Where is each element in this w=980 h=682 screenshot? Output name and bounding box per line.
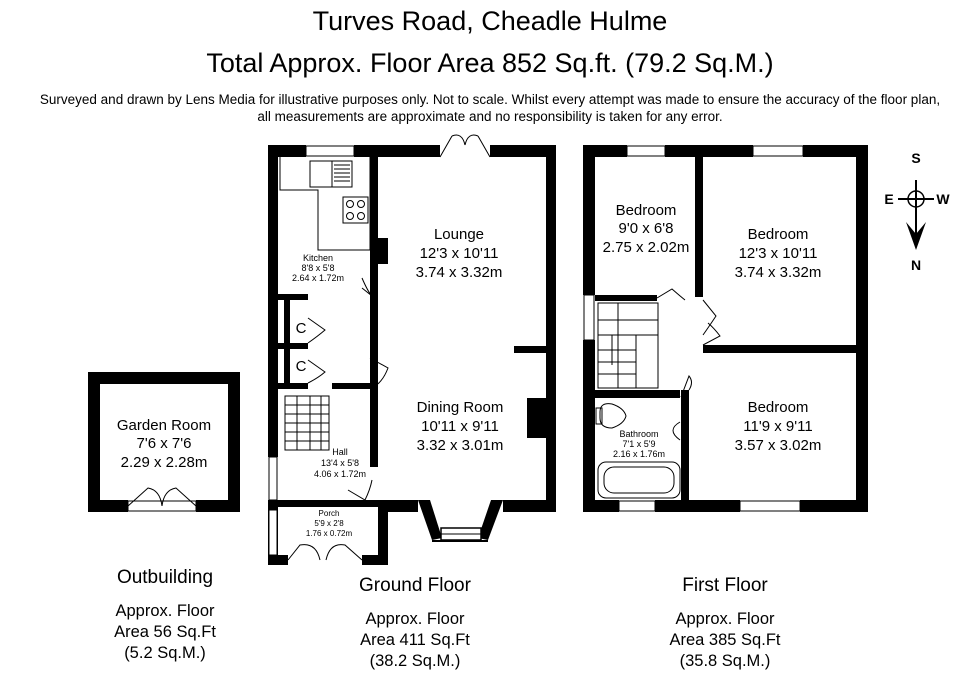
bedroom-2-name: Bedroom: [747, 226, 809, 243]
compass-e: E: [884, 191, 894, 207]
dining-room-dim-met: 3.32 x 3.01m: [416, 437, 504, 454]
first-floor-line-2: Area 385 Sq.Ft: [669, 631, 781, 649]
disclaimer-line-2: all measurements are approximate and no responsibility is taken for any error.: [257, 109, 723, 124]
bedroom-1-name: Bedroom: [615, 202, 677, 219]
first-floor-caption: [620, 575, 830, 672]
outbuilding-line-3: (5.2 Sq.M.): [124, 644, 206, 662]
page-title: Turves Road, Cheadle Hulme: [312, 6, 668, 36]
bedroom-1-dim-imp: 9'0 x 6'8: [618, 220, 674, 237]
compass-w: W: [936, 191, 950, 207]
garden-room-dim-imp: 7'6 x 7'6: [136, 435, 192, 452]
cupboard-2: C: [295, 358, 307, 375]
bathroom-name: Bathroom: [619, 429, 659, 439]
kitchen-name: Kitchen: [302, 253, 334, 263]
dining-room-dim-imp: 10'11 x 9'11: [421, 418, 499, 435]
hall-dim-met: 4.06 x 1.72m: [313, 469, 367, 479]
bedroom-3-dim-met: 3.57 x 3.02m: [734, 437, 822, 454]
compass-s: S: [911, 150, 921, 166]
lounge-dim-met: 3.74 x 3.32m: [415, 264, 503, 281]
compass-n: N: [910, 257, 922, 273]
ground-floor-line-2: Area 411 Sq.Ft: [360, 631, 470, 649]
ground-floor-caption: [310, 575, 520, 672]
garden-room-name: Garden Room: [116, 417, 212, 434]
ground-floor-line-3: (38.2 Sq.M.): [369, 652, 461, 670]
ground-floor-label: Ground Floor: [359, 575, 471, 596]
stairs-first: [598, 303, 658, 388]
page-subtitle: Total Approx. Floor Area 852 Sq.ft. (79.2 Sq.M.): [206, 48, 774, 78]
outbuilding-label: Outbuilding: [116, 567, 214, 588]
compass: [884, 150, 950, 273]
bathroom-dim-met: 2.16 x 1.76m: [612, 449, 666, 459]
cupboard-1: C: [295, 320, 307, 337]
stairs-ground: [285, 396, 329, 450]
lounge-name: Lounge: [433, 226, 485, 243]
bedroom-1-dim-met: 2.75 x 2.02m: [602, 239, 690, 256]
porch-dim-met: 1.76 x 0.72m: [305, 529, 353, 538]
bedroom-2-dim-imp: 12'3 x 10'11: [738, 245, 818, 262]
outbuilding-line-1: Approx. Floor: [115, 602, 215, 620]
bedroom-3-name: Bedroom: [747, 399, 809, 416]
lounge-dim-imp: 12'3 x 10'11: [419, 245, 499, 262]
hall-name: Hall: [332, 447, 348, 457]
porch-dim-imp: 5'9 x 2'8: [314, 519, 344, 528]
first-floor-line-3: (35.8 Sq.M.): [679, 652, 771, 670]
doors: [128, 135, 720, 560]
dining-room-name: Dining Room: [416, 399, 504, 416]
hall-dim-imp: 13'4 x 5'8: [321, 458, 359, 468]
room-labels: [117, 202, 821, 538]
bathroom-dim-imp: 7'1 x 5'9: [622, 439, 656, 449]
bedroom-3-dim-imp: 11'9 x 9'11: [743, 418, 813, 435]
disclaimer-line-1: Surveyed and drawn by Lens Media for illustrative purposes only. Not to scale. Whilst every attempt was made to ensure the accuracy of the floor plan,: [39, 92, 941, 107]
first-floor-line-1: Approx. Floor: [675, 610, 775, 628]
outbuilding-caption: [60, 567, 270, 664]
kitchen-dim-met: 2.64 x 1.72m: [291, 273, 345, 283]
ground-floor-line-1: Approx. Floor: [365, 610, 465, 628]
porch-name: Porch: [318, 509, 340, 518]
garden-room-dim-met: 2.29 x 2.28m: [120, 454, 208, 471]
outbuilding-line-2: Area 56 Sq.Ft: [114, 623, 216, 641]
kitchen-dim-imp: 8'8 x 5'8: [301, 263, 335, 273]
first-floor-label: First Floor: [682, 575, 768, 596]
bedroom-2-dim-met: 3.74 x 3.32m: [734, 264, 822, 281]
kitchen-fittings: [280, 157, 370, 250]
bay-window: [418, 500, 503, 542]
